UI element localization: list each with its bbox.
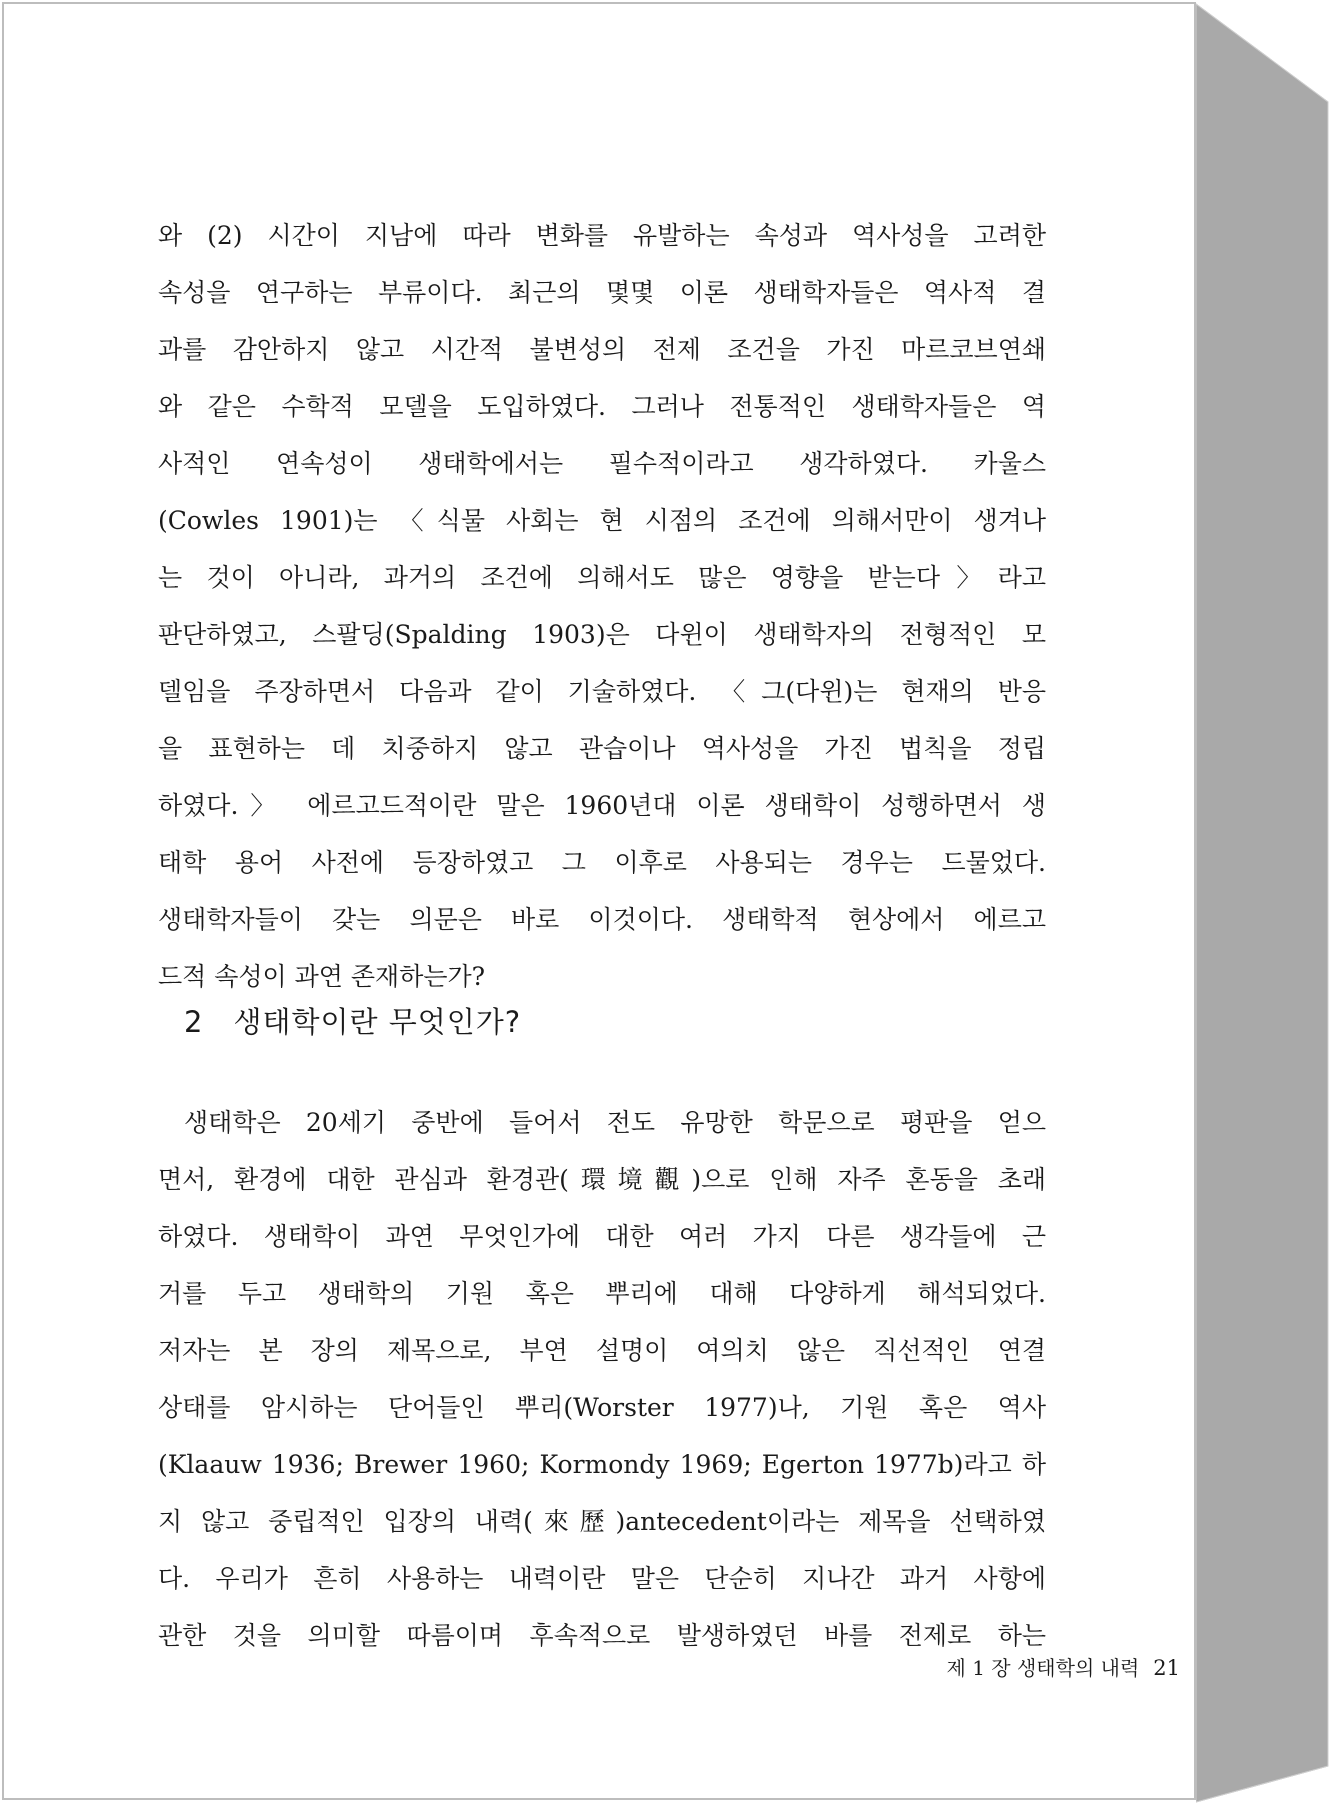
text-line: 와 (2) 시간이 지남에 따라 변화를 유발하는 속성과 역사성을 고려한 [158,221,1046,250]
text-line: 사적인 연속성이 생태학에서는 필수적이라고 생각하였다. 카울스 [158,449,1046,478]
paragraph-2 [158,1094,1046,1664]
section-number: 2 [184,1005,204,1039]
text-line: 지 않고 중립적인 입장의 내력(來歷)antecedent이라는 제목을 선택하였 [158,1507,1046,1536]
text-line: 드적 속성이 과연 존재하는가? [158,962,486,991]
text-line: 델임을 주장하면서 다음과 같이 기술하였다. 〈그(다윈)는 현재의 반응 [158,677,1046,706]
text-line: 태학 용어 사전에 등장하였고 그 이후로 사용되는 경우는 드물었다. [158,848,1046,877]
page-number: 21 [1153,1656,1180,1680]
book-edge-graphic [1196,0,1332,1806]
text-line: 판단하였고, 스팔딩(Spalding 1903)은 다윈이 생태학자의 전형적인 모 [158,620,1046,649]
text-line: (Klaauw 1936; Brewer 1960; Kormondy 1969; Egerton 1977b)라고 하 [158,1450,1046,1479]
text-line: 상태를 암시하는 단어들인 뿌리(Worster 1977)나, 기원 혹은 역사 [158,1393,1046,1422]
text-line: 을 표현하는 데 치중하지 않고 관습이나 역사성을 가진 법칙을 정립 [158,734,1046,763]
section-heading [184,1000,521,1041]
text-line: 는 것이 아니라, 과거의 조건에 의해서도 많은 영향을 받는다〉라고 [158,563,1046,592]
text-line: 하였다.〉 에르고드적이란 말은 1960년대 이론 생태학이 성행하면서 생 [158,791,1046,820]
text-line: (Cowles 1901)는 〈식물 사회는 현 시점의 조건에 의해서만이 생겨나 [158,506,1046,535]
text-line: 속성을 연구하는 부류이다. 최근의 몇몇 이론 생태학자들은 역사적 결 [158,278,1046,307]
text-line: 과를 감안하지 않고 시간적 불변성의 전제 조건을 가진 마르코브연쇄 [158,335,1046,364]
paragraph-1 [158,207,1046,1005]
text-line: 다. 우리가 흔히 사용하는 내력이란 말은 단순히 지나간 과거 사항에 [158,1564,1046,1593]
text-line: 거를 두고 생태학의 기원 혹은 뿌리에 대해 다양하게 해석되었다. [158,1279,1046,1308]
text-line: 하였다. 생태학이 과연 무엇인가에 대한 여러 가지 다른 생각들에 근 [158,1222,1046,1251]
text-line: 관한 것을 의미할 따름이며 후속적으로 발생하였던 바를 전제로 하는 [158,1621,1046,1650]
text-line: 와 같은 수학적 모델을 도입하였다. 그러나 전통적인 생태학자들은 역 [158,392,1046,421]
text-line: 저자는 본 장의 제목으로, 부연 설명이 여의치 않은 직선적인 연결 [158,1336,1046,1365]
section-title: 생태학이란 무엇인가? [233,1005,522,1039]
running-footer-chapter: 제 1 장 생태학의 내력 [946,1656,1140,1680]
page-footer [947,1652,1180,1681]
text-line: 생태학자들이 갖는 의문은 바로 이것이다. 생태학적 현상에서 에르고 [158,905,1046,934]
text-line: 생태학은 20세기 중반에 들어서 전도 유망한 학문으로 평판을 얻으 [184,1108,1046,1137]
text-line: 면서, 환경에 대한 관심과 환경관(環境觀)으로 인해 자주 혼동을 초래 [158,1165,1046,1194]
